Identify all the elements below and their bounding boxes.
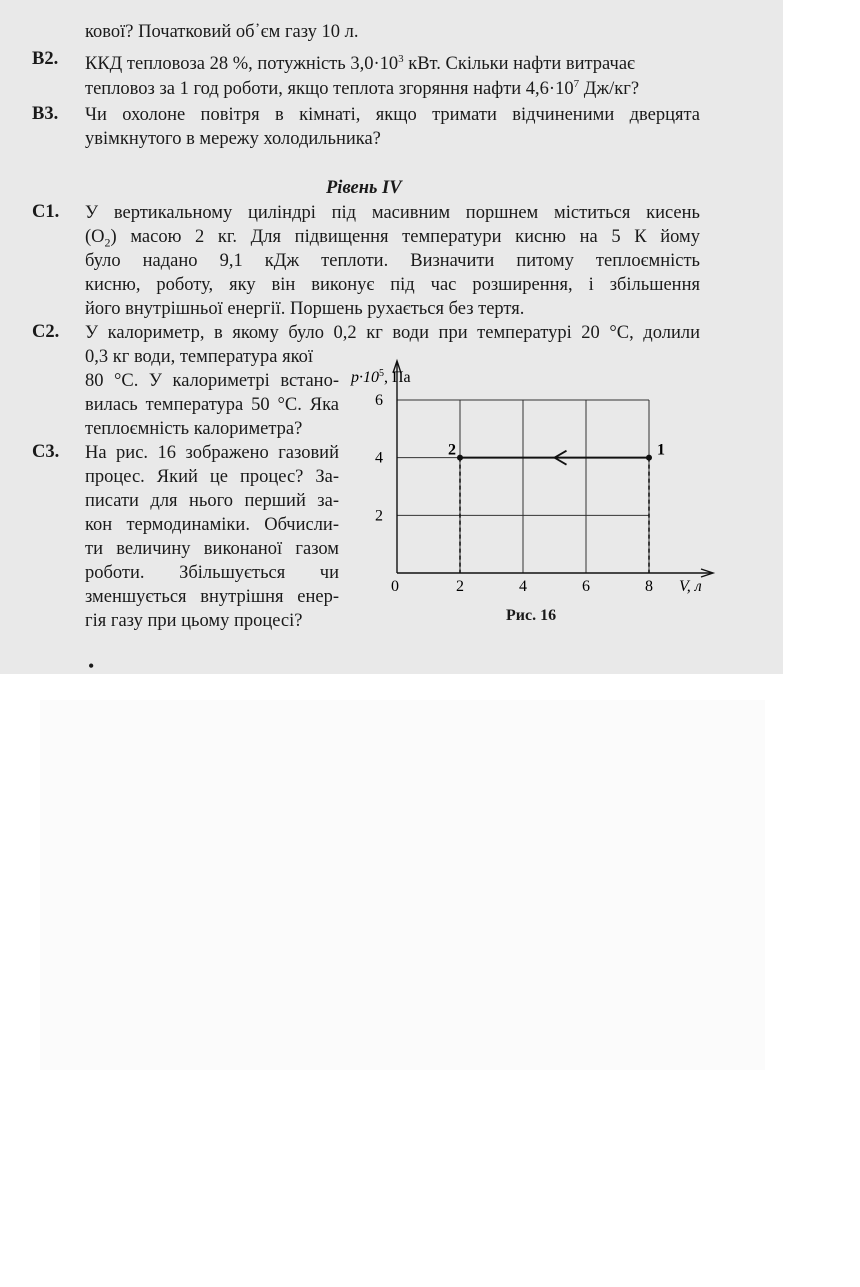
figure-caption: Рис. 16 bbox=[506, 607, 557, 624]
b3-line-1: Чи охолоне повітря в кімнаті, якщо тримати відчиненими дверцята bbox=[85, 105, 700, 125]
blank-page-area bbox=[40, 700, 765, 1070]
b2-line-1: ККД тепловоза 28 %, потужність $3,0\cdot 10^3$ кВт. Скільки нафти витрачає bbox=[85, 53, 635, 74]
c2-line-1: У калориметр, в якому було 0,2 кг води при температурі 20 °С, долили bbox=[85, 323, 700, 343]
axes bbox=[375, 361, 713, 595]
x-tick-label-4: 4 bbox=[519, 578, 527, 595]
c3-line-8: гія газу при цьому процесі? bbox=[85, 611, 303, 631]
c3-line-5: ти величину виконаної газом bbox=[85, 539, 339, 559]
x-tick-label-2: 2 bbox=[456, 578, 464, 595]
c1-label: C1. bbox=[32, 202, 60, 222]
c3-line-4: кон термодинаміки. Обчисли- bbox=[85, 515, 339, 535]
b1-tail-text: кової? Початковий об᾽єм газу 10 л. bbox=[85, 22, 359, 42]
x-tick-label-6: 6 bbox=[582, 578, 590, 595]
c1-line-1: У вертикальному циліндрі під масивним поршнем міститься кисень bbox=[85, 203, 700, 223]
c2-line-3: 80 °С. У калориметрі встано- bbox=[85, 371, 339, 391]
b3-label: B3. bbox=[32, 104, 59, 124]
point-1-label: 1 bbox=[657, 441, 665, 459]
c2-line-5: теплоємність калориметра? bbox=[85, 419, 303, 439]
process-marks bbox=[448, 442, 665, 573]
c1-line-4: кисню, роботу, яку він виконує під час розширення, і збільшення bbox=[85, 275, 700, 295]
c3-line-6: роботи. Збільшується чи bbox=[85, 563, 339, 583]
point-2-label: 2 bbox=[448, 441, 456, 459]
b2-line-2: тепловоз за 1 год роботи, якщо теплота згоряння нафти $4,6\cdot 10^7$ Дж/кг? bbox=[85, 78, 640, 99]
pv-diagram bbox=[345, 355, 725, 605]
c1-line-3: було надано 9,1 кДж теплоти. Визначити питому теплоємність bbox=[85, 251, 700, 271]
x-tick-label-8: 8 bbox=[645, 578, 653, 595]
stray-mark: • bbox=[88, 656, 95, 676]
y-tick-label-6: 6 bbox=[375, 392, 383, 409]
origin-label: 0 bbox=[391, 578, 399, 595]
x-axis-label: V, л bbox=[679, 578, 702, 595]
c1-line-2: $(O_2)$ масою 2 кг. Для підвищення температури кисню на 5 К йому bbox=[85, 227, 700, 250]
c3-label: C3. bbox=[32, 442, 60, 462]
c3-line-7: зменшується внутрішня енер- bbox=[85, 587, 339, 607]
c1-line-5: його внутрішньої енергії. Поршень рухається без тертя. bbox=[85, 299, 525, 319]
c2-line-2: 0,3 кг води, температура якої bbox=[85, 347, 314, 367]
c3-line-3: писати для нього перший за- bbox=[85, 491, 339, 511]
grid-lines bbox=[397, 400, 649, 573]
c2-label: C2. bbox=[32, 322, 60, 342]
c3-line-2: процес. Який це процес? За- bbox=[85, 467, 339, 487]
y-tick-label-2: 2 bbox=[375, 507, 383, 525]
c2-line-4: вилась температура 50 °С. Яка bbox=[85, 395, 339, 415]
point-2 bbox=[457, 455, 463, 461]
b3-line-2: увімкнутого в мережу холодильника? bbox=[85, 129, 381, 149]
y-axis-label: $p\cdot 10^5$, Па bbox=[351, 368, 411, 386]
level-heading: Рівень IV bbox=[326, 178, 402, 198]
b2-label: B2. bbox=[32, 49, 59, 69]
c3-line-1: На рис. 16 зображено газовий bbox=[85, 443, 339, 463]
y-tick-label-4: 4 bbox=[375, 449, 383, 467]
point-1 bbox=[646, 455, 652, 461]
